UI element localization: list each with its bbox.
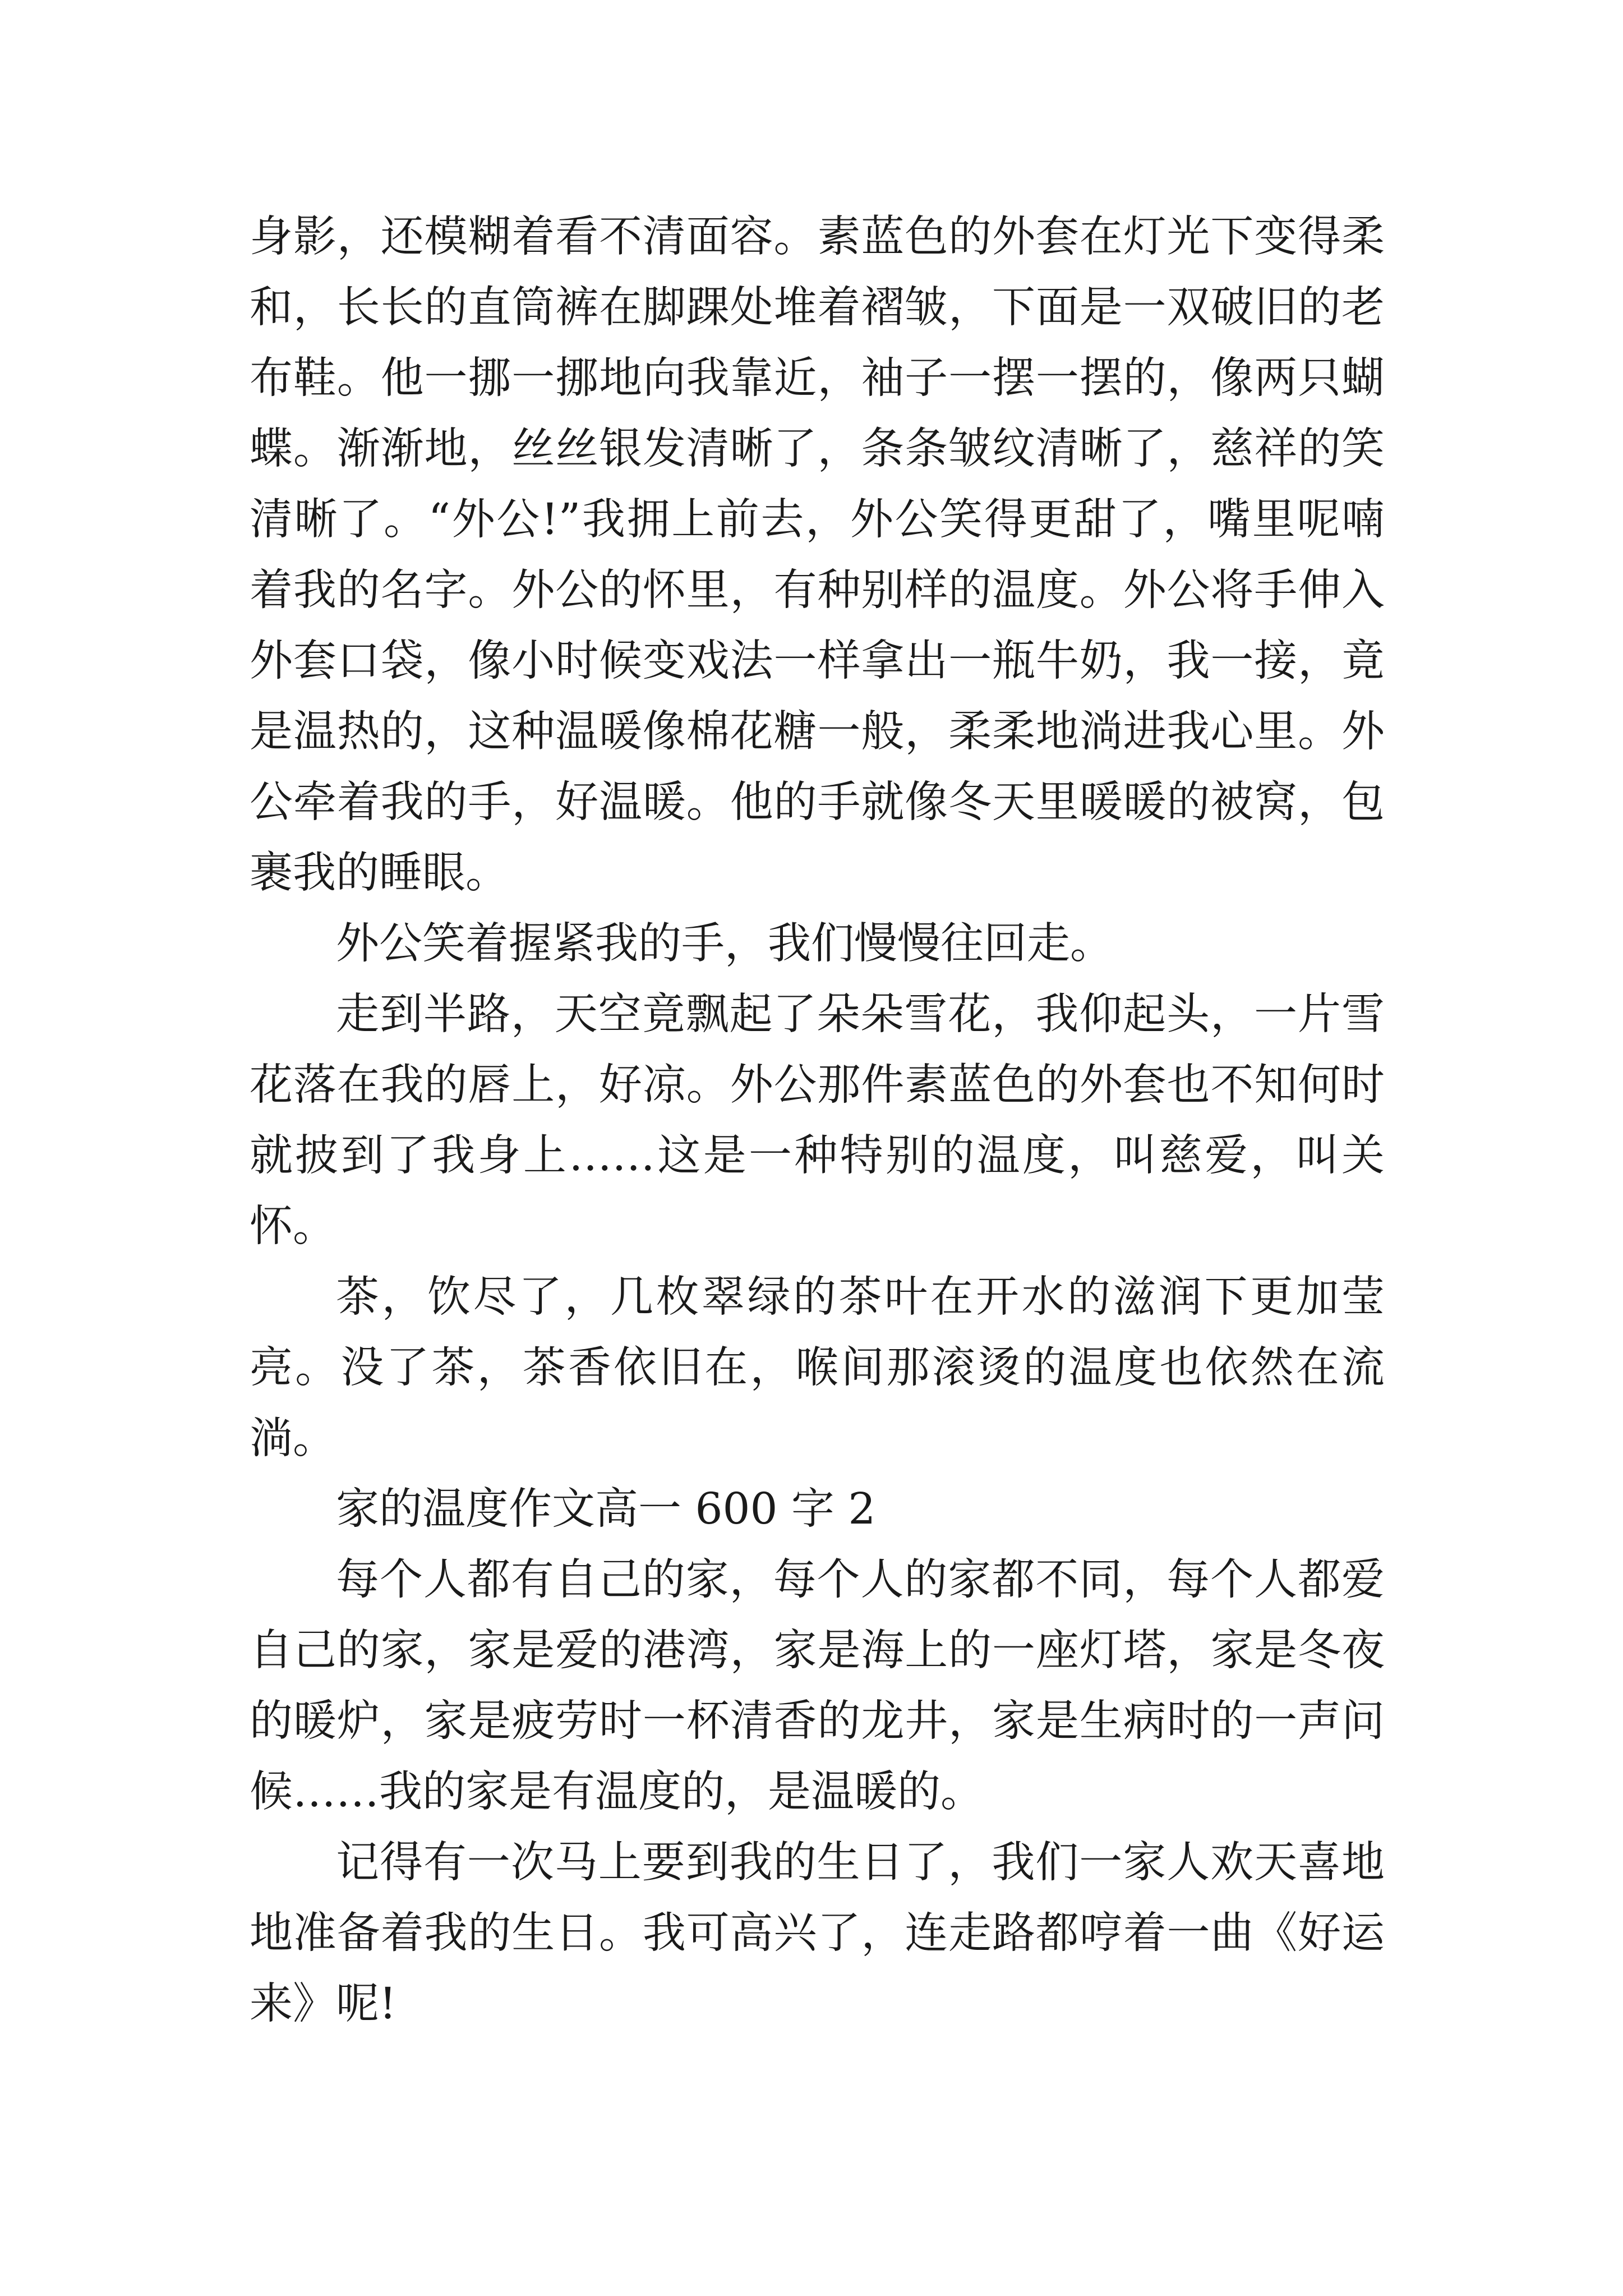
paragraph-continuation: 身影，还模糊着看不清面容。素蓝色的外套在灯光下变得柔和，长长的直筒裤在脚踝处堆着褶皱，下面是一双破旧的老布鞋。他一挪一挪地向我靠近，袖子一摆一摆的，像两只蝴蝶。渐渐地，丝丝银发清晰了，条条皱纹清晰了，慈祥的笑清晰了。“外公!”我拥上前去，外公笑得更甜了，嘴里呢喃着我的名字。外公的怀里，有种别样的温度。外公将手伸入外套口袋，像小时候变戏法一样拿出一瓶牛奶，我一接，竟是温热的，这种温暖像棉花糖一般，柔柔地淌进我心里。外公牵着我的手，好温暖。他的手就像冬天里暖暖的被窝，包裹我的睡眼。 <box>250 212 1385 898</box>
section-heading: 家的温度作文高一 600 字 2 <box>336 1484 876 1534</box>
paragraph: 茶，饮尽了，几枚翠绿的茶叶在开水的滋润下更加莹亮。没了茶，茶香依旧在，喉间那滚烫的温度也依然在流淌。 <box>250 1272 1385 1464</box>
paragraph: 走到半路，天空竟飘起了朵朵雪花，我仰起头，一片雪花落在我的唇上，好凉。外公那件素蓝色的外套也不知何时就披到了我身上……这是一种特别的温度，叫慈爱，叫关怀。 <box>250 990 1385 1251</box>
paragraph: 每个人都有自己的家，每个人的家都不同，每个人都爱自己的家，家是爱的港湾，家是海上的一座灯塔，家是冬夜的暖炉，家是疲劳时一杯清香的龙井，家是生病时的一声问候……我的家是有温度的，是温暖的。 <box>250 1555 1385 1817</box>
paragraph: 记得有一次马上要到我的生日了，我们一家人欢天喜地地准备着我的生日。我可高兴了，连走路都哼着一曲《好运来》呢! <box>250 1838 1385 2029</box>
paragraph: 外公笑着握紧我的手，我们慢慢往回走。 <box>336 919 1113 969</box>
document-body <box>250 202 1385 2040</box>
